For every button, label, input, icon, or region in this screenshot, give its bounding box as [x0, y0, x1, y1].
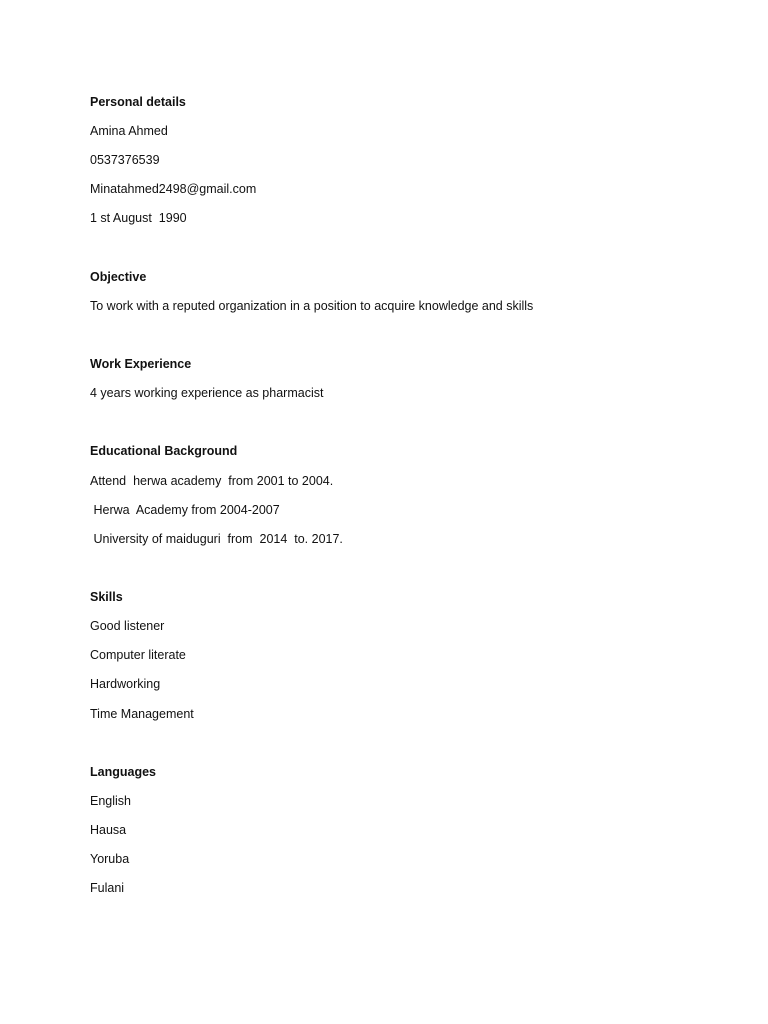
work-experience-text: 4 years working experience as pharmacist: [90, 386, 324, 400]
skill-item: Time Management: [90, 707, 194, 721]
language-item: Fulani: [90, 881, 125, 895]
education-item: University of maiduguri from 2014 to. 2017.: [90, 532, 343, 546]
skill-item: Computer literate: [90, 648, 186, 662]
work-experience-heading: Work Experience: [90, 357, 192, 371]
education-heading: Educational Background: [90, 444, 238, 458]
languages-heading: Languages: [90, 765, 156, 779]
personal-details-heading: Personal details: [90, 95, 186, 109]
language-item: Hausa: [90, 823, 127, 837]
personal-email: Minatahmed2498@gmail.com: [90, 182, 257, 196]
objective-text: To work with a reputed organization in a position to acquire knowledge and skills: [90, 299, 534, 313]
language-item: Yoruba: [90, 852, 130, 866]
skill-item: Good listener: [90, 619, 165, 633]
skills-heading: Skills: [90, 590, 123, 604]
personal-name: Amina Ahmed: [90, 124, 168, 138]
personal-phone: 0537376539: [90, 153, 160, 167]
education-item: Herwa Academy from 2004-2007: [90, 503, 280, 517]
personal-dob: 1 st August 1990: [90, 211, 187, 225]
education-item: Attend herwa academy from 2001 to 2004.: [90, 474, 334, 488]
language-item: English: [90, 794, 131, 808]
skill-item: Hardworking: [90, 677, 161, 691]
objective-heading: Objective: [90, 270, 147, 284]
